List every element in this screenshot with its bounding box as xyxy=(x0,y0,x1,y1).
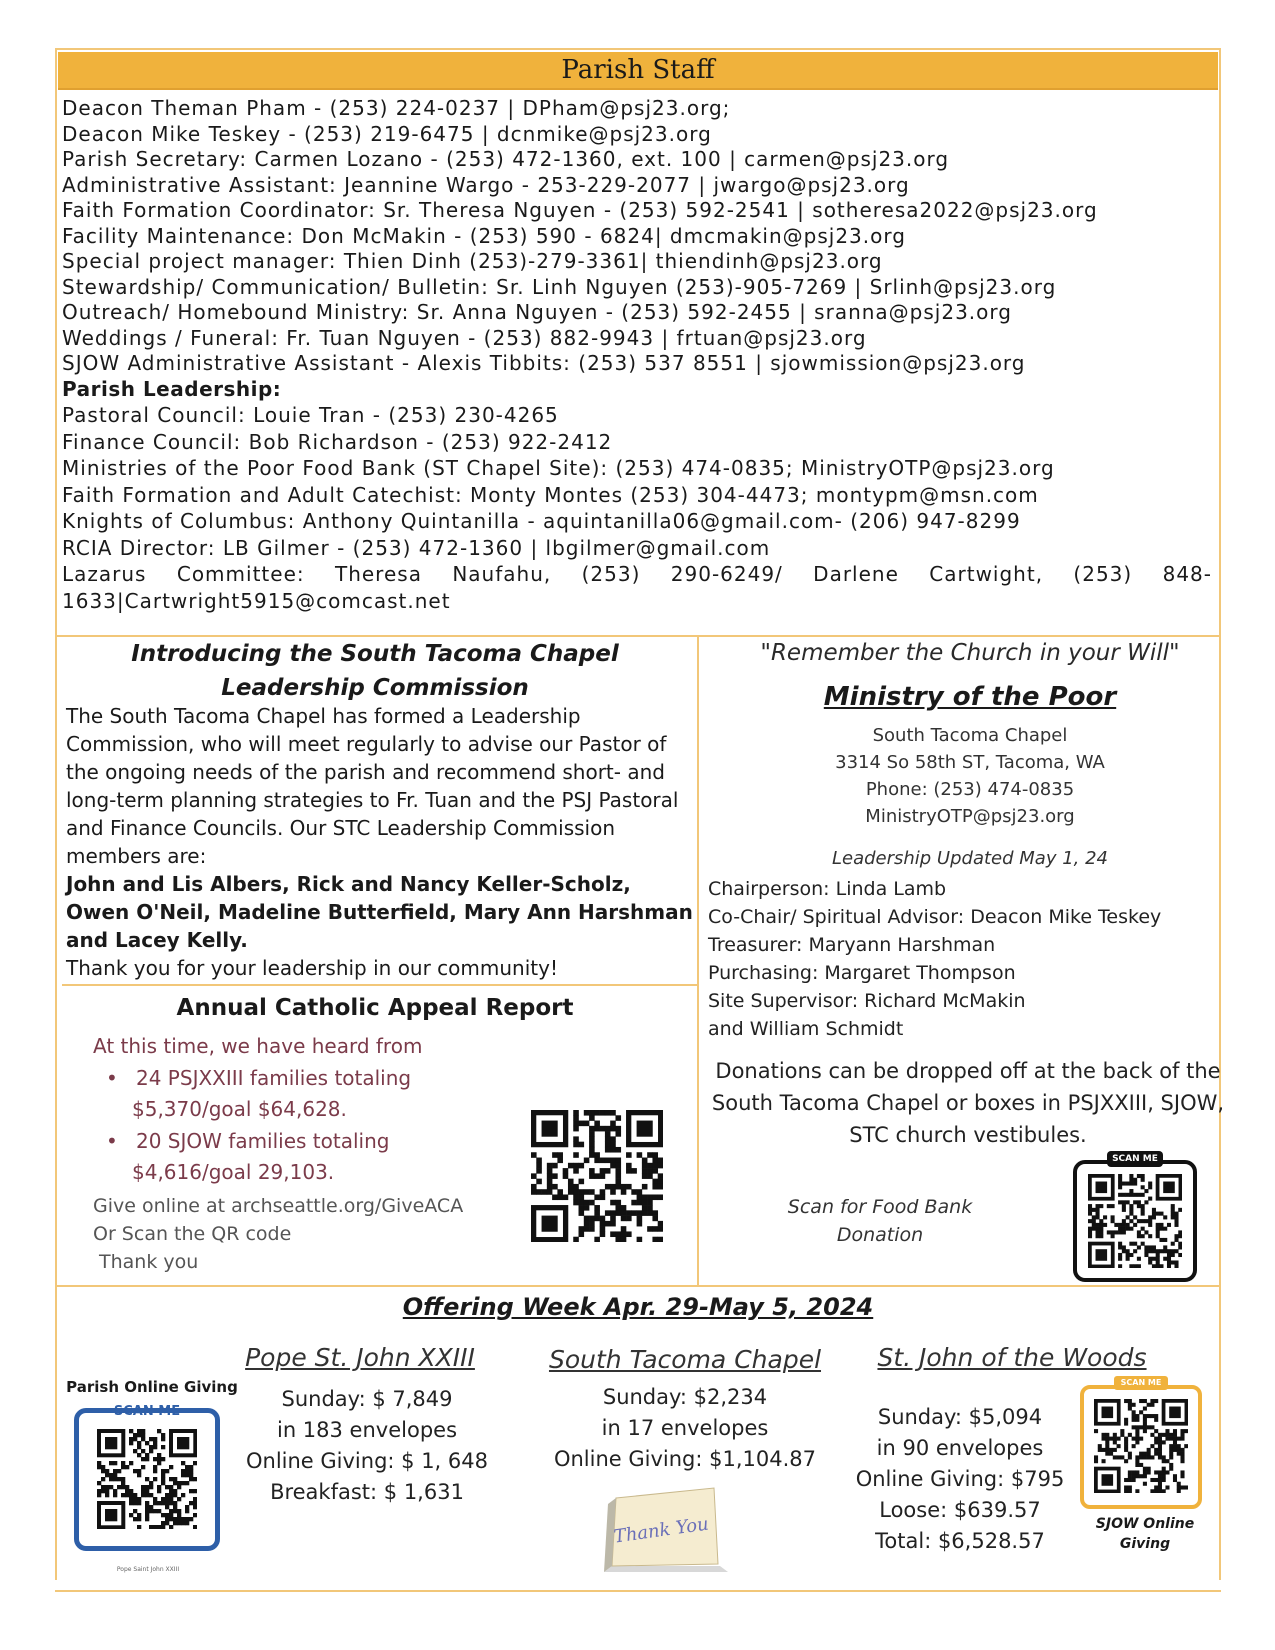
ministry-address xyxy=(700,722,1240,830)
sjow-giving-qr-frame[interactable] xyxy=(1080,1378,1202,1509)
intro-paragraph: The South Tacoma Chapel has formed a Leadership Commission, who will meet regularly to advise our Pastor of the ongoing needs of the parish and recommend short- and long-term planning strategies to Fr. Tuan and the PSJ Pastoral and Finance Councils. Our STC Leadership Commission members are: xyxy=(66,704,679,868)
staff-line: Administrative Assistant: Jeannine Wargo - 253-229-2077 | jwargo@psj23.org xyxy=(62,172,910,197)
aca-scan-qr: Or Scan the QR code xyxy=(93,1223,292,1245)
divider-offering xyxy=(55,1285,1221,1287)
column-body-psj xyxy=(232,1384,502,1508)
offering-line: Loose: $639.57 xyxy=(879,1498,1041,1522)
offering-line: Sunday: $ 7,849 xyxy=(281,1387,453,1411)
leader-line: Purchasing: Margaret Thompson xyxy=(708,962,1016,984)
sjow-online-line-2: Giving xyxy=(1119,1536,1171,1552)
aca-heard: At this time, we have heard from xyxy=(93,1034,423,1058)
aca-item-line-2: $5,370/goal $64,628. xyxy=(132,1097,347,1121)
leader-line: Chairperson: Linda Lamb xyxy=(708,878,947,900)
staff-line: Facility Maintenance: Don McMakin - (253) 590 - 6824| dmcmakin@psj23.org xyxy=(62,223,906,248)
scan-food-bank-label xyxy=(760,1193,1000,1249)
ministry-of-poor-title: Ministry of the Poor xyxy=(823,682,1117,712)
leadership-line: Finance Council: Bob Richardson - (253) 922-2412 xyxy=(62,429,613,454)
column-body-stc xyxy=(535,1382,835,1475)
offering-line: Total: $6,528.57 xyxy=(875,1529,1045,1553)
column-title-sjow: St. John of the Woods xyxy=(877,1343,1147,1372)
leadership-line: RCIA Director: LB Gilmer - (253) 472-1360 | lbgilmer@gmail.com xyxy=(62,535,771,560)
address-line: MinistryOTP@psj23.org xyxy=(865,806,1075,827)
offering-line: in 17 envelopes xyxy=(601,1416,769,1440)
address-line: Phone: (253) 474-0835 xyxy=(865,779,1075,800)
donations-note: Donations can be dropped off at the back of the South Tacoma Chapel or boxes in PSJXXIII, SJOW, STC church vestibules. xyxy=(711,1059,1225,1147)
scan-me-label: SCAN ME xyxy=(113,1404,181,1419)
staff-line: Deacon Mike Teskey - (253) 219-6475 | dcnmike@psj23.org xyxy=(62,121,712,146)
staff-line: SJOW Administrative Assistant - Alexis Tibbits: (253) 537 8551 | sjowmission@psj23.org xyxy=(62,351,1026,375)
offering-line: Sunday: $5,094 xyxy=(877,1405,1043,1429)
staff-line: Faith Formation Coordinator: Sr. Theresa Nguyen - (253) 592-2541 | sotheresa2022@psj23.org xyxy=(62,198,1098,222)
parish-giving-qr-code-icon xyxy=(97,1429,197,1529)
leader-line: Co-Chair/ Spiritual Advisor: Deacon Mike Teskey xyxy=(708,906,1162,928)
leadership-updated: Leadership Updated May 1, 24 xyxy=(831,848,1109,869)
lazarus-line-2: 1633|Cartwright5915@comcast.net xyxy=(62,588,451,613)
frame-bottom xyxy=(55,1590,1221,1592)
leader-line: and William Schmidt xyxy=(708,1018,904,1040)
frame-left xyxy=(55,48,57,1580)
sjow-online-giving-label xyxy=(1075,1514,1215,1554)
leadership-heading: Parish Leadership: xyxy=(62,376,282,401)
food-bank-qr-code-icon xyxy=(1088,1174,1182,1268)
thank-you-card-icon xyxy=(600,1482,730,1578)
aca-item-line-2: $4,616/goal 29,103. xyxy=(132,1160,335,1184)
intro-members: John and Lis Albers, Rick and Nancy Keller-Scholz, Owen O'Neil, Madeline Butterfield, Mary Ann Harshman and Lacey Kelly. xyxy=(66,872,693,952)
staff-line: Weddings / Funeral: Fr. Tuan Nguyen - (253) 882-9943 | frtuan@psj23.org xyxy=(62,325,867,350)
leadership-line: Pastoral Council: Louie Tran - (253) 230-4265 xyxy=(62,403,559,427)
leader-line: Treasurer: Maryann Harshman xyxy=(708,934,996,956)
leadership-line: Ministries of the Poor Food Bank (ST Chapel Site): (253) 474-0835; MinistryOTP@psj23.org xyxy=(62,456,1055,480)
scan-me-tab: SCAN ME xyxy=(1107,1151,1163,1167)
aca-thank-you: Thank you xyxy=(99,1251,199,1273)
offering-line: Online Giving: $795 xyxy=(855,1467,1065,1491)
leader-line: Site Supervisor: Richard McMakin xyxy=(708,990,1026,1012)
aca-give xyxy=(93,1192,463,1276)
food-bank-qr-frame[interactable] xyxy=(1073,1154,1197,1282)
staff-line: Outreach/ Homebound Ministry: Sr. Anna Nguyen - (253) 592-2455 | sranna@psj23.org xyxy=(62,300,1012,324)
aca-item-line-1: 20 SJOW families totaling xyxy=(136,1129,390,1153)
remember-church-quote: "Remember the Church in your Will" xyxy=(760,640,1180,666)
offering-line: in 183 envelopes xyxy=(276,1418,458,1442)
scan-food-line-2: Donation xyxy=(836,1224,924,1246)
leadership-line: Faith Formation and Adult Catechist: Monty Montes (253) 304-4473; montypm@msn.com xyxy=(62,482,1039,507)
parish-online-giving-label: Parish Online Giving xyxy=(66,1378,238,1396)
staff-line: Special project manager: Thien Dinh (253)-279-3361| thiendinh@psj23.org xyxy=(62,249,883,273)
intro-title-line-2: Leadership Commission xyxy=(221,675,529,701)
intro-title xyxy=(62,637,688,705)
offering-line: Sunday: $2,234 xyxy=(602,1385,768,1409)
offering-line: in 90 envelopes xyxy=(876,1436,1044,1460)
intro-thanks: Thank you for your leadership in our community! xyxy=(66,956,558,980)
divider-columns xyxy=(697,635,699,1285)
column-title-psj: Pope St. John XXIII xyxy=(245,1343,475,1372)
bullet-icon: • xyxy=(106,1066,118,1090)
intro-title-line-1: Introducing the South Tacoma Chapel xyxy=(131,641,619,667)
aca-qr-code-icon[interactable] xyxy=(531,1110,663,1242)
sjow-online-line-1: SJOW Online xyxy=(1095,1516,1195,1532)
offering-line: Breakfast: $ 1,631 xyxy=(270,1480,464,1504)
staff-line: Stewardship/ Communication/ Bulletin: Sr. Linh Nguyen (253)-905-7269 | Srlinh@psj23.org xyxy=(62,274,1057,299)
offering-line: Online Giving: $ 1, 648 xyxy=(245,1449,488,1473)
staff-header: Parish Staff xyxy=(58,52,1218,90)
staff-line: Parish Secretary: Carmen Lozano - (253) 472-1360, ext. 100 | carmen@psj23.org xyxy=(62,147,950,171)
leadership-list xyxy=(708,875,1248,1043)
scan-me-tab: SCAN ME xyxy=(1114,1376,1168,1390)
qr-caption: Pope Saint John XXIII xyxy=(116,1566,180,1573)
leadership-line: Knights of Columbus: Anthony Quintanilla - aquintanilla06@gmail.com- (206) 947-8299 xyxy=(62,509,1021,533)
intro-body xyxy=(66,702,696,982)
sjow-giving-qr-code-icon xyxy=(1094,1399,1188,1493)
aca-item-line-1: 24 PSJXXIII families totaling xyxy=(136,1066,412,1090)
divider-aca xyxy=(62,984,697,986)
thank-you-card-text: Thank You xyxy=(612,1513,710,1548)
address-line: South Tacoma Chapel xyxy=(872,725,1068,746)
address-line: 3314 So 58th ST, Tacoma, WA xyxy=(835,752,1105,773)
offering-title: Offering Week Apr. 29-May 5, 2024 xyxy=(402,1293,874,1321)
staff-list xyxy=(62,96,1218,614)
column-title-stc: South Tacoma Chapel xyxy=(548,1345,822,1374)
column-body-sjow xyxy=(850,1402,1070,1557)
bullet-icon: • xyxy=(106,1129,118,1153)
aca-title: Annual Catholic Appeal Report xyxy=(176,995,574,1021)
staff-line: Deacon Theman Pham - (253) 224-0237 | DPham@psj23.org; xyxy=(62,96,731,120)
lazarus-line-1: Lazarus Committee: Theresa Naufahu, (253) 290-6249/ Darlene Cartwight, (253) 848- xyxy=(62,562,1212,586)
scan-food-line-1: Scan for Food Bank xyxy=(787,1196,973,1218)
frame-top xyxy=(55,48,1221,50)
parish-giving-qr-frame[interactable] xyxy=(74,1404,220,1551)
offering-line: Online Giving: $1,104.87 xyxy=(553,1447,817,1471)
aca-give-online: Give online at archseattle.org/GiveACA xyxy=(93,1195,464,1217)
